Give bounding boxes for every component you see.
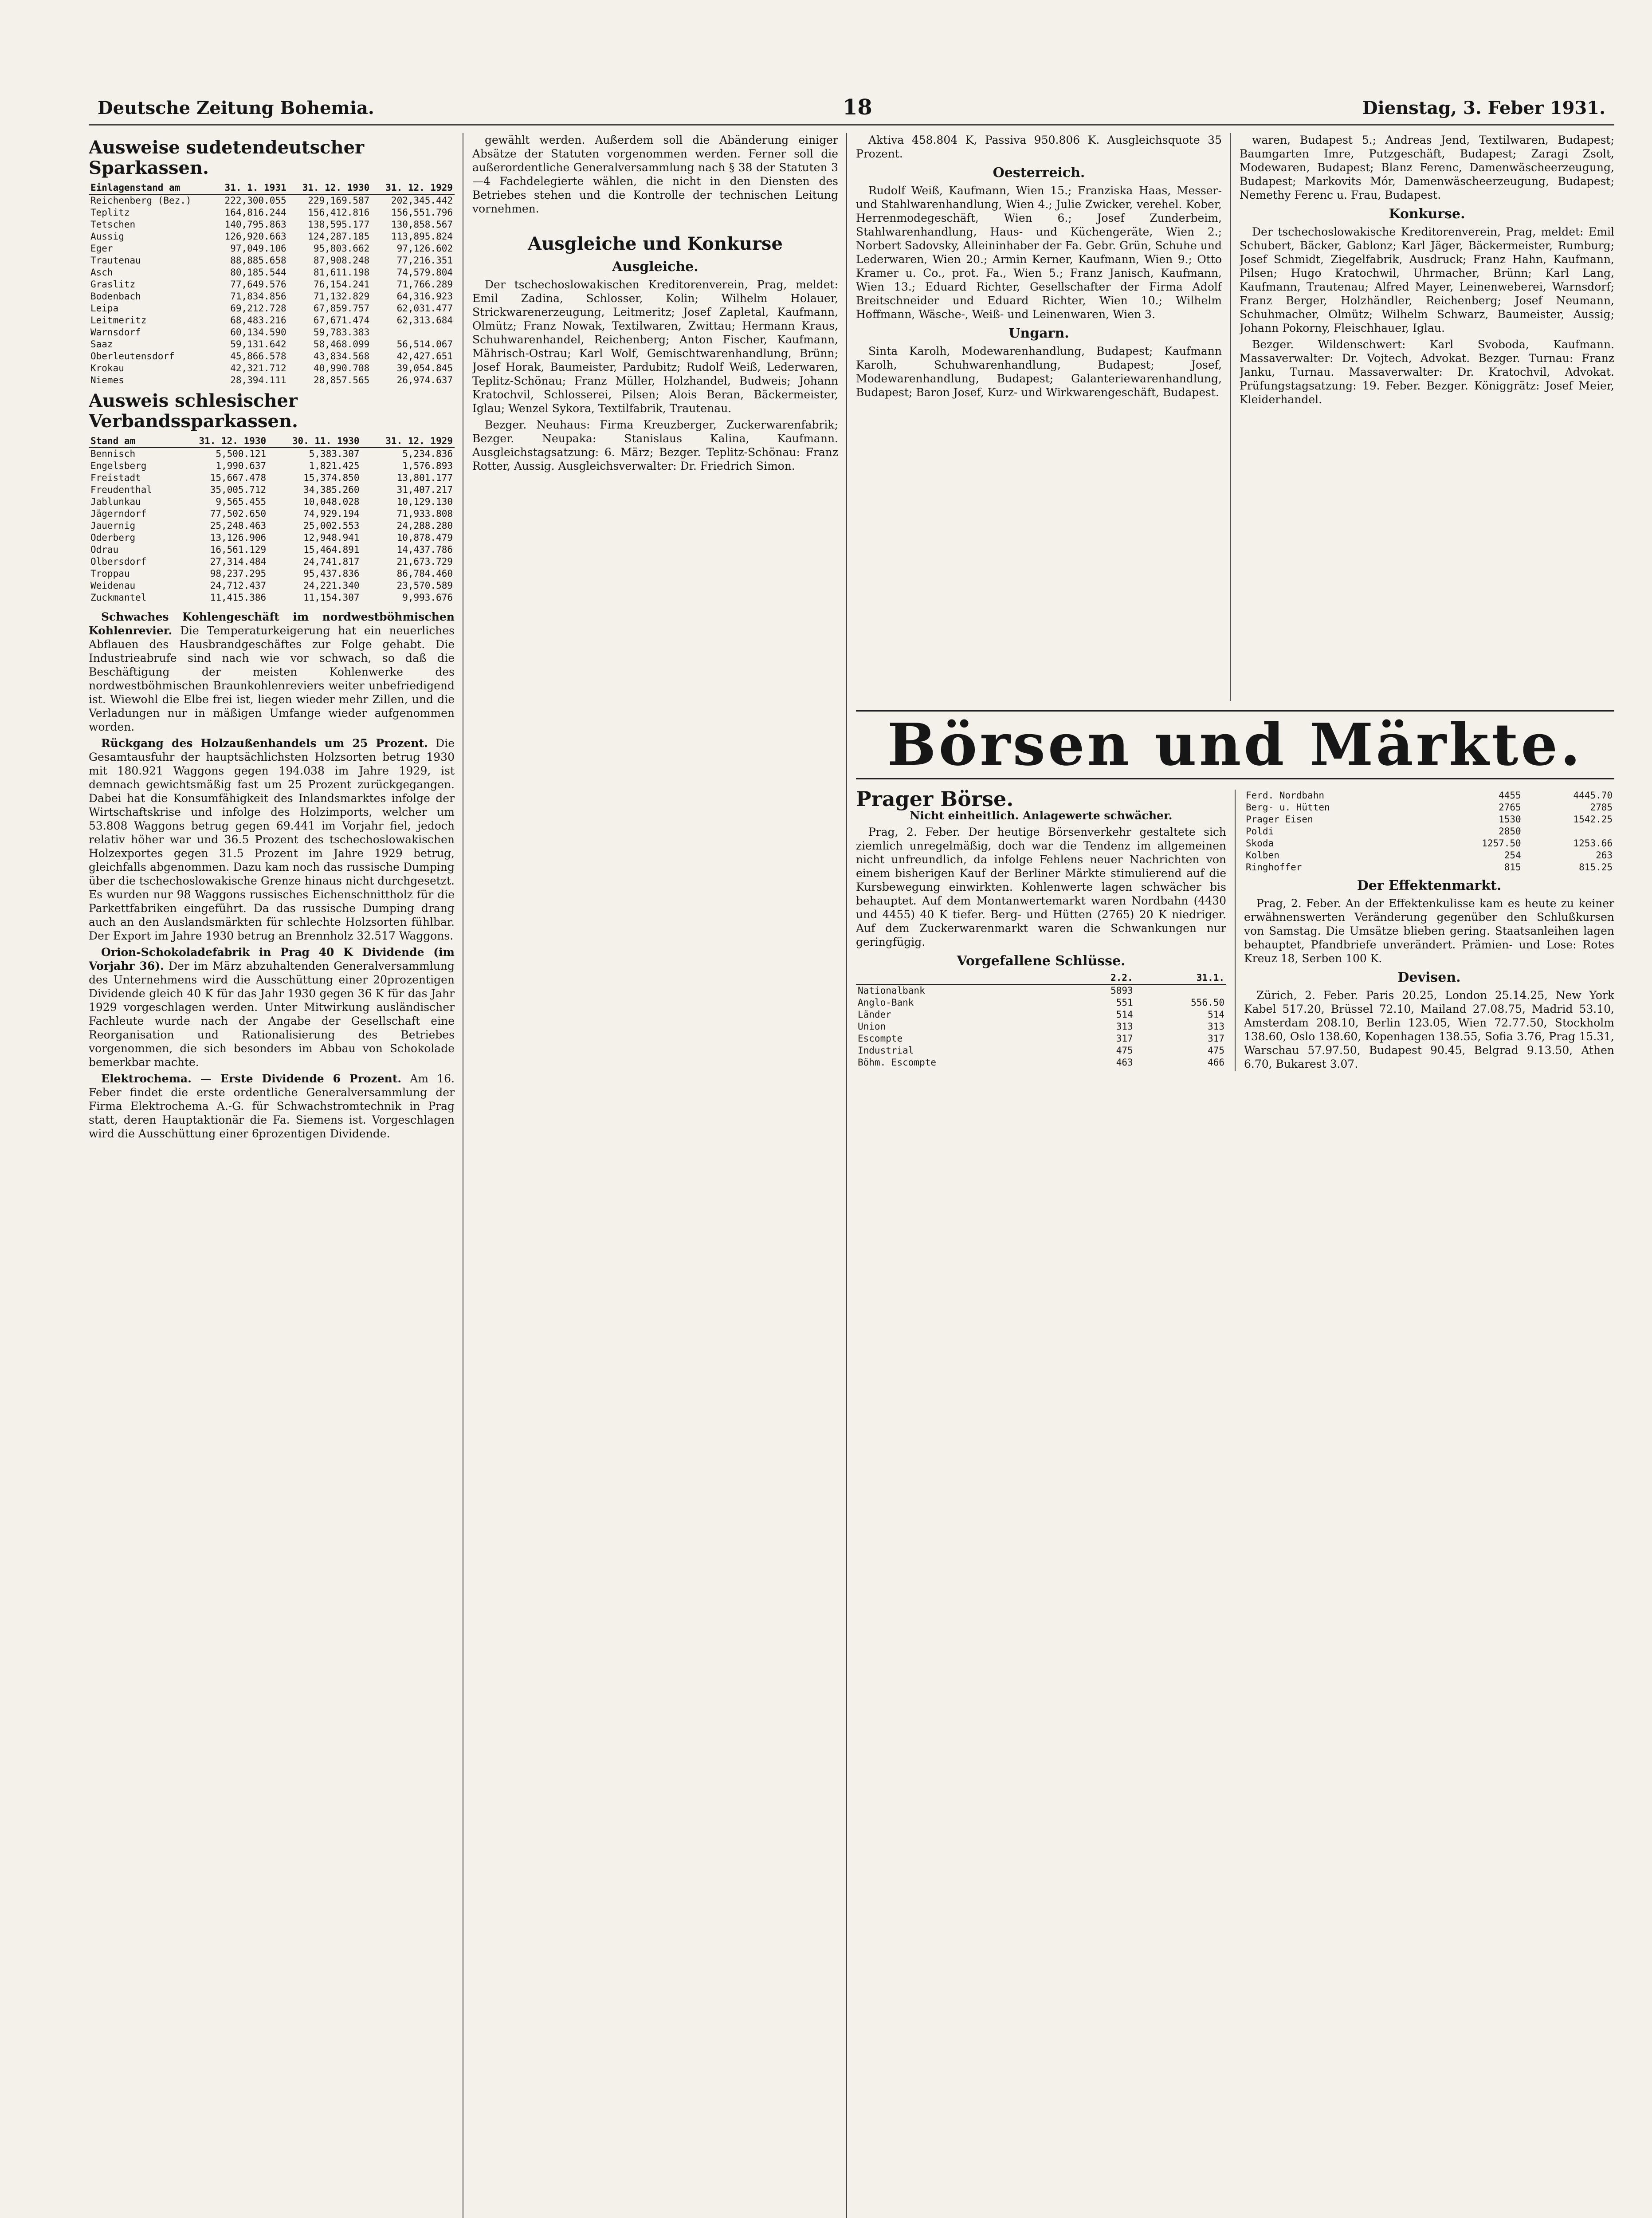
table-row — [856, 1045, 1226, 1057]
table-row — [89, 484, 455, 496]
table-cell: 1,990.637 — [216, 460, 267, 471]
table-row — [856, 1021, 1226, 1033]
table-cell: 81,611.198 — [313, 267, 370, 278]
table-cell: Jablunkau — [90, 496, 141, 507]
table-cell: 71,132.829 — [313, 291, 370, 302]
table-row — [89, 362, 455, 374]
table-cell: 62,313.684 — [396, 315, 453, 326]
table-cell: 1,576.893 — [402, 460, 453, 471]
table-cell: Ringhoffer — [1246, 862, 1302, 873]
table-cell: Escompte — [858, 1033, 903, 1044]
table-cell: 56,514.067 — [396, 339, 453, 350]
table-cell: 1542.25 — [1573, 814, 1613, 825]
table-cell: 10,129.130 — [396, 496, 453, 507]
table-cell: 254 — [1504, 850, 1521, 861]
table-cell: 2785 — [1590, 802, 1613, 813]
ausgleiche-konkurse-title: Ausgleiche und Konkurse — [528, 233, 783, 254]
table-cell: 31,407.217 — [396, 484, 453, 495]
table-cell: 24,288.280 — [396, 520, 453, 531]
table-header-cell: 31. 12. 1929 — [371, 182, 455, 194]
table-cell: Leitmeritz — [90, 315, 147, 326]
table-header-cell: 31. 1. 1931 — [212, 182, 288, 194]
table-cell: 2850 — [1499, 826, 1521, 837]
table-cell: 556.50 — [1191, 997, 1224, 1008]
table-cell: 86,784.460 — [396, 568, 453, 579]
table-cell: 15,667.478 — [210, 472, 267, 483]
table-cell: Freudenthal — [90, 484, 153, 495]
table-row — [89, 350, 455, 362]
table-cell: 466 — [1208, 1057, 1224, 1068]
table-row — [856, 984, 1226, 997]
table-row — [89, 580, 455, 592]
table-row — [89, 496, 455, 508]
article-body: Die Gesamtausfuhr der hauptsächlichsten Holzsorten betrug 1930 mit 180.921 Waggons gegen 194.038 im Jahre 1929, ist demnach gewichtsmäßig fast um 25 Prozent zurückgegangen. Dabei hat die Konsumfähigkeit des Inlandsmarktes infolge der Wirtschaftskrise und infolge des Holzimports, welcher um 53.808 Waggons betrug gegen 69.441 im Vorjahr fiel, jedoch relativ höher war und 36.5 Prozent des tschechoslowakischen Holzexportes gegen 31.5 Prozent im Jahre 1929 betrug, gleichfalls abgenommen. Dazu kam noch das russische Dumping über die tschechoslowakische Grenze hinaus nicht durchgesetzt. Es wurden nur 98 Waggons russisches Eichenschnittholz für die Parkettfabriken eingeführt. Da das russische Dumping drang auch an den Auslandsmärkten für schlechte Holzsorten fühlbar. Der Export im Jahre 1930 betrug an Brennholz 32.517 Waggons. — [89, 737, 455, 942]
table-cell: Berg- u. Hütten — [1246, 802, 1330, 813]
table-row — [89, 520, 455, 532]
table-cell: 10,048.028 — [303, 496, 360, 507]
table-cell: Eger — [90, 243, 113, 254]
table-cell: 5,234.836 — [402, 448, 453, 459]
table-cell: Reichenberg (Bez.) — [90, 195, 192, 206]
table-cell: 27,314.484 — [210, 556, 267, 567]
sudeten-sparkassen-title: Ausweise sudetendeutscher Sparkassen. — [89, 137, 365, 178]
column-2 — [472, 133, 838, 2218]
table-cell: 815.25 — [1579, 862, 1613, 873]
table-cell: 21,673.729 — [396, 556, 453, 567]
table-cell: Engelsberg — [90, 460, 147, 471]
table-header-cell: 2.2. — [1043, 972, 1134, 984]
table-row — [89, 326, 455, 338]
table-row — [89, 207, 455, 219]
table-row — [89, 592, 455, 604]
table-cell: 130,858.567 — [391, 219, 453, 230]
article-body: Zürich, 2. Feber. Paris 20.25, London 25.14.25, New York Kabel 517.20, Brüssel 72.10, Mailand 27.08.75, Madrid 53.10, Amsterdam 208.10, Berlin 123.05, Wien 72.77.50, Stockholm 138.60, Oslo 138.60, Kopenhagen 138.55, Sofia 3.76, Prag 15.31, Warschau 57.97.50, Budapest 90.45, Belgrad 9.13.50, Athen 6.70, Bukarest 3.07. — [1244, 989, 1614, 1070]
table-cell: 5893 — [1110, 985, 1133, 996]
prager-boerse-title: Prager Börse. — [856, 790, 1014, 811]
table-cell: Tetschen — [90, 219, 136, 230]
table-header-row — [89, 182, 455, 194]
table-row — [856, 997, 1226, 1009]
table-cell: Krokau — [90, 363, 124, 374]
table-row — [1244, 790, 1614, 802]
table-row — [89, 374, 455, 386]
table-cell: 229,169.587 — [308, 195, 370, 206]
table-cell: Poldi — [1246, 826, 1274, 837]
table-cell: 126,920.663 — [224, 231, 286, 242]
table-row — [1244, 802, 1614, 814]
table-cell: 43,834.568 — [313, 351, 370, 362]
table-row — [1244, 838, 1614, 849]
table-row — [89, 448, 455, 460]
table-cell: Jägerndorf — [90, 508, 147, 519]
table-cell: Länder — [858, 1009, 891, 1020]
table-cell: Troppau — [90, 568, 130, 579]
table-cell — [371, 326, 455, 338]
sudeten-sparkassen-table — [89, 182, 455, 386]
table-row — [89, 532, 455, 544]
table-cell: 67,859.757 — [313, 303, 370, 314]
table-cell: 77,649.576 — [230, 279, 286, 290]
table-cell: 9,565.455 — [216, 496, 267, 507]
table-cell: 26,974.637 — [396, 375, 453, 385]
table-cell: 88,885.658 — [230, 255, 286, 266]
table-cell: 5,500.121 — [216, 448, 267, 459]
table-cell: 23,570.589 — [396, 580, 453, 591]
table-cell: 28,394.111 — [230, 375, 286, 385]
table-row — [89, 267, 455, 279]
table-cell: Niemes — [90, 375, 124, 385]
table-cell: 475 — [1208, 1045, 1224, 1056]
table-row — [89, 460, 455, 472]
table-cell: 463 — [1116, 1057, 1133, 1068]
table-row — [89, 568, 455, 580]
ausgleiche-subtitle: Ausgleiche. — [612, 259, 698, 275]
schluesse-title: Vorgefallene Schlüsse. — [957, 953, 1126, 969]
table-cell: 164,816.244 — [224, 207, 286, 218]
table-cell: 45,866.578 — [230, 351, 286, 362]
table-header-row — [856, 972, 1226, 984]
table-cell: 140,795.863 — [224, 219, 286, 230]
table-header-cell: 31.1. — [1135, 972, 1226, 984]
table-row — [856, 1057, 1226, 1069]
table-cell: 317 — [1208, 1033, 1224, 1044]
table-cell: 80,185.544 — [230, 267, 286, 278]
table-cell: Graslitz — [90, 279, 136, 290]
table-cell — [1135, 984, 1226, 997]
table-cell: 313 — [1208, 1021, 1224, 1032]
table-cell: 156,551.796 — [391, 207, 453, 218]
table-cell: 9,993.676 — [402, 592, 453, 603]
table-cell: 202,345.442 — [391, 195, 453, 206]
table-cell: 1253.66 — [1573, 838, 1613, 849]
table-cell: 60,134.590 — [230, 327, 286, 338]
konkurse-title: Konkurse. — [1389, 206, 1465, 222]
article-title: Orion-Schokoladefabrik in Prag 40 K Dividende (im Vorjahr 36). — [89, 946, 455, 972]
table-cell: Jauernig — [90, 520, 136, 531]
article-body: Bezger. Wildenschwert: Karl Svoboda, Kaufmann. Massaverwalter: Dr. Vojtech, Advokat. Bezger. Turnau: Franz Janku, Turnau. Massaverwalter: Dr. Kratochvil, Advokat. Prüfungstagsatzung: 19. Feber. Bezger. Königgrätz: Josef Meier, Kleiderhandel. — [1240, 338, 1614, 406]
ungarn-title: Ungarn. — [1008, 326, 1069, 341]
table-cell: 313 — [1116, 1021, 1133, 1032]
table-row — [89, 315, 455, 326]
table-cell: 156,412.816 — [308, 207, 370, 218]
table-cell: 87,908.248 — [313, 255, 370, 266]
article-body: Der tschechoslowakische Kreditorenverein, Prag, meldet: Emil Schubert, Bäcker, Gablonz; Karl Jäger, Bäckermeister, Rumburg; Josef Schmidt, Ziegelfabrik, Ausdruck; Franz Hahn, Kaufmann, Pilsen; Hugo Kratochwil, Uhrmacher, Brünn; Karl Lang, Kaufmann, Trautenau; Alfred Mayer, Leinenweberei, Warnsdorf; Franz Berger, Holzhändler, Reichenberg; Josef Neumann, Schuhmacher, Olmütz; Wilhelm Schwarz, Baumeister, Aussig; Johann Pokorny, Fleischhauer, Iglau. — [1240, 225, 1614, 334]
table-cell: 68,483.216 — [230, 315, 286, 326]
table-cell: 74,929.194 — [303, 508, 360, 519]
table-cell: 39,054.845 — [396, 363, 453, 374]
issue-date: Dienstag, 3. Feber 1931. — [1362, 98, 1605, 118]
table-cell: 67,671.474 — [313, 315, 370, 326]
table-row — [89, 472, 455, 484]
table-cell: 64,316.923 — [396, 291, 453, 302]
table-cell: 76,154.241 — [313, 279, 370, 290]
table-cell: 42,321.712 — [230, 363, 286, 374]
table-row — [856, 1033, 1226, 1045]
boersen-section — [856, 790, 1614, 2218]
article-body: gewählt werden. Außerdem soll die Abänderung einiger Absätze der Statuten vorgenommen werden. Ferner soll die außerordentliche Generalversammlung nach § 38 der Statuten 3—4 Fachdelegierte wählen, die nicht in den Diensten des Betriebes stehen und die Kontrolle der technischen Leitung vornehmen. — [472, 134, 838, 215]
table-cell: Teplitz — [90, 207, 130, 218]
table-cell: 24,741.817 — [303, 556, 360, 567]
table-cell: Nationalbank — [858, 985, 925, 996]
article-title: Schwaches Kohlengeschäft im nordwestböhmischen Kohlenrevier. — [89, 610, 455, 637]
table-cell: 1530 — [1499, 814, 1521, 825]
table-cell: 263 — [1596, 850, 1613, 861]
table-cell: Warnsdorf — [90, 327, 141, 338]
effektenmarkt-title: Der Effektenmarkt. — [1357, 878, 1502, 893]
table-row — [1244, 826, 1614, 838]
table-cell: 124,287.185 — [308, 231, 370, 242]
table-cell: 113,895.824 — [391, 231, 453, 242]
table-cell: 24,221.340 — [303, 580, 360, 591]
devisen-title: Devisen. — [1397, 970, 1461, 985]
table-cell: Trautenau — [90, 255, 141, 266]
table-row — [89, 231, 455, 243]
table-cell: Bennisch — [90, 448, 136, 459]
table-cell: 95,803.662 — [313, 243, 370, 254]
table-row — [89, 544, 455, 556]
table-header-row — [89, 435, 455, 448]
table-cell: Böhm. Escompte — [858, 1057, 937, 1068]
table-row — [1244, 814, 1614, 826]
table-cell: Olbersdorf — [90, 556, 147, 567]
table-cell: 551 — [1116, 997, 1133, 1008]
newspaper-name: Deutsche Zeitung Bohemia. — [98, 98, 374, 118]
table-cell: 16,561.129 — [210, 544, 267, 555]
prager-boerse-subtitle: Nicht einheitlich. Anlagewerte schwächer. — [910, 809, 1173, 822]
table-cell: Union — [858, 1021, 886, 1032]
table-cell: 11,415.386 — [210, 592, 267, 603]
table-cell: Prager Eisen — [1246, 814, 1313, 825]
table-cell: 1,821.425 — [309, 460, 360, 471]
table-cell: 13,801.177 — [396, 472, 453, 483]
table-header-cell: 31. 12. 1930 — [288, 182, 372, 194]
table-row — [89, 279, 455, 291]
page-header — [89, 93, 1614, 126]
table-cell: 15,464.891 — [303, 544, 360, 555]
table-cell: Freistadt — [90, 472, 141, 483]
table-cell: 97,126.602 — [396, 243, 453, 254]
table-cell: 4455 — [1499, 790, 1521, 801]
article-body: Am 16. Feber findet die erste ordentliche Generalversammlung der Firma Elektrochema A.-G. für Schwachstromtechnik in Prag statt, deren Hauptaktionär die Fa. Siemens ist. Vorgeschlagen wird die Ausschüttung einer 6prozentigen Dividende. — [89, 1072, 455, 1140]
table-header-cell: 30. 11. 1930 — [268, 435, 361, 448]
article-title: Rückgang des Holzaußenhandels um 25 Prozent. — [101, 737, 428, 750]
table-cell: Leipa — [90, 303, 119, 314]
table-cell: 317 — [1116, 1033, 1133, 1044]
table-cell: 14,437.786 — [396, 544, 453, 555]
table-cell: 71,766.289 — [396, 279, 453, 290]
article-body: Bezger. Neuhaus: Firma Kreuzberger, Zuckerwarenfabrik; Bezger. Neupaka: Stanislaus Kalina, Kaufmann. Ausgleichstagsatzung: 6. März; Bezger. Teplitz-Schönau: Franz Rotter, Aussig. Ausgleichsverwalter: Dr. Friedrich Simon. — [472, 418, 838, 472]
article-body: Der im März abzuhaltenden Generalversammlung des Unternehmens wird die Ausschüttung einer 20prozentigen Dividende gleich 40 K für das Jahr 1930 gegen 36 K für das Jahr 1929 vorgeschlagen werden. Unter Mitwirkung ausländischer Fachleute wurde nach der Angabe der Gesellschaft eine Reorganisation und Rationalisierung des Betriebes vorgenommen, die sich besonders im Abbau von Schokolade bemerkbar machte. — [89, 960, 455, 1069]
table-cell: Kolben — [1246, 850, 1279, 861]
table-cell: 5,383.307 — [309, 448, 360, 459]
table-row — [89, 194, 455, 207]
table-cell: 74,579.804 — [396, 267, 453, 278]
table-row — [89, 556, 455, 568]
table-cell: 13,126.906 — [210, 532, 267, 543]
table-header-cell: Einlagenstand am — [89, 182, 212, 194]
table-cell: Anglo-Bank — [858, 997, 914, 1008]
table-cell: Aussig — [90, 231, 124, 242]
table-cell: Oderberg — [90, 532, 136, 543]
table-cell: 35,005.712 — [210, 484, 267, 495]
table-cell: 222,300.055 — [224, 195, 286, 206]
article-body: Prag, 2. Feber. An der Effektenkulisse kam es heute zu keiner erwähnenswerten Veränderung gegenüber den Schlußkursen von Samstag. Die Umsätze blieben gering. Staatsanleihen lagen behauptet, Pfandbriefe unverändert. Prämien- und Lose: Rotes Kreuz 18, Serben 100 K. — [1244, 897, 1614, 965]
table-row — [856, 1009, 1226, 1021]
article-body: Der tschechoslowakischen Kreditorenverein, Prag, meldet: Emil Zadina, Schlosser, Kolin; Wilhelm Holauer, Strickwarenerzeugung, Leitmeritz; Josef Zapletal, Kaufmann, Olmütz; Franz Nowak, Textilwaren, Zwittau; Hermann Kraus, Schuhwarenhandel, Reichenberg; Anton Fischer, Kaufmann, Mährisch-Ostrau; Karl Wolf, Gemischtwarenhandlung, Brünn; Josef Horak, Baumeister, Pardubitz; Rudolf Weiß, Lederwaren, Teplitz-Schönau; Franz Müller, Holzhandel, Budweis; Johann Kratochvil, Schlosserei, Pilsen; Alois Beran, Bäckermeister, Iglau; Wenzel Sykora, Textilfabrik, Trautenau. — [472, 278, 838, 415]
table-cell: 77,216.351 — [396, 255, 453, 266]
article-body: Rudolf Weiß, Kaufmann, Wien 15.; Franziska Haas, Messer- und Stahlwarenhandlung, Wien 4.; Julie Zwicker, verehel. Kober, Herrenmodegeschäft, Wien 6.; Josef Zunderbeim, Stahlwarenhandlung, Haus- und Küchengeräte, Wien 2.; Norbert Sadovsky, Alleininhaber der Fa. Gebr. Grün, Schuhe und Lederwaren, Wien 20.; Armin Kerner, Kaufmann, Wien 9.; Otto Kramer u. Co., prot. Fa., Wien 5.; Franz Janisch, Kaufmann, Wien 13.; Eduard Richter, Gesellschafter der Firma Adolf Breitschneider und Eduard Richter, Wien 10.; Wilhelm Hoffmann, Wäsche-, Weiß- und Leinenwaren, Wien 3. — [856, 184, 1222, 321]
table-cell: Ferd. Nordbahn — [1246, 790, 1325, 801]
table-cell: Industrial — [858, 1045, 914, 1056]
article-body: Aktiva 458.804 K, Passiva 950.806 K. Ausgleichsquote 35 Prozent. — [856, 134, 1222, 160]
table-header-cell: Stand am — [89, 435, 175, 448]
table-cell: 34,385.260 — [303, 484, 360, 495]
table-cell: 58,468.099 — [313, 339, 370, 350]
table-cell: 4445.70 — [1573, 790, 1613, 801]
boersen-title: Börsen und Märkte. — [856, 710, 1614, 779]
table-row — [89, 338, 455, 350]
newspaper-page — [89, 93, 1614, 2218]
table-header-cell — [856, 972, 1043, 984]
table-cell: 11,154.307 — [303, 592, 360, 603]
table-cell: 514 — [1208, 1009, 1224, 1020]
table-cell: 97,049.106 — [230, 243, 286, 254]
table-cell: Weidenau — [90, 580, 136, 591]
table-cell: 71,834.856 — [230, 291, 286, 302]
table-header-cell: 31. 12. 1929 — [361, 435, 455, 448]
table-cell: 815 — [1504, 862, 1521, 873]
table-cell — [1523, 826, 1614, 838]
table-cell: 2765 — [1499, 802, 1521, 813]
schlesische-sparkassen-table — [89, 435, 455, 604]
table-cell: 25,248.463 — [210, 520, 267, 531]
article-title: Elektrochema. — Erste Dividende 6 Prozent. — [101, 1072, 402, 1085]
table-cell: 10,878.479 — [396, 532, 453, 543]
schlesische-sparkassen-title: Ausweis schlesischer Verbandssparkassen. — [89, 390, 298, 432]
table-cell: 95,437.836 — [303, 568, 360, 579]
table-cell: 12,948.941 — [303, 532, 360, 543]
table-cell: Skoda — [1246, 838, 1274, 849]
table-cell: 98,237.295 — [210, 568, 267, 579]
table-cell: 15,374.850 — [303, 472, 360, 483]
column-rule — [846, 133, 847, 2218]
table-cell: 138,595.177 — [308, 219, 370, 230]
table-row — [89, 303, 455, 315]
article-body: Prag, 2. Feber. Der heutige Börsenverkehr gestaltete sich ziemlich unregelmäßig, doch war die Tendenz im allgemeinen nicht unfreundlich, da infolge Fehlens neuer Nachrichten von einem bisherigen Kauf der Berliner Märkte stimulierend auf die Kursbewegung einwirkten. Kohlenwerte lagen schwächer bis behauptet. Auf dem Montanwertemarkt waren Nordbahn (4430 und 4455) 40 K tiefer. Berg- und Hütten (2765) 20 K niedriger. Auf dem Zuckerwarenmarkt waren die Schwankungen nur geringfügig. — [856, 826, 1226, 948]
table-cell: Bodenbach — [90, 291, 141, 302]
column-rule — [1230, 133, 1231, 701]
article-body: Sinta Karolh, Modewarenhandlung, Budapest; Kaufmann Karolh, Schuhwarenhandlung, Budapest; Josef, Modewarenhandlung, Budapest; Galanteriewarenhandlung, Budapest; Baron Josef, Kurz- und Wirkwarengeschäft, Budapest. — [856, 345, 1222, 399]
table-cell: 28,857.565 — [313, 375, 370, 385]
table-cell: 69,212.728 — [230, 303, 286, 314]
table-cell: 40,990.708 — [313, 363, 370, 374]
column-4 — [1240, 133, 1614, 701]
table-cell: 475 — [1116, 1045, 1133, 1056]
table-cell: Oberleutensdorf — [90, 351, 175, 362]
table-row — [89, 508, 455, 520]
table-header-cell: 31. 12. 1930 — [175, 435, 268, 448]
table-cell: 77,502.650 — [210, 508, 267, 519]
table-cell: Asch — [90, 267, 113, 278]
table-cell: 514 — [1116, 1009, 1133, 1020]
column-3 — [856, 133, 1222, 701]
table-row — [89, 243, 455, 255]
table-cell: Saaz — [90, 339, 113, 350]
table-cell: 71,933.808 — [396, 508, 453, 519]
oesterreich-title: Oesterreich. — [993, 165, 1085, 181]
column-1 — [89, 133, 455, 2218]
table-cell: 42,427.651 — [396, 351, 453, 362]
table-cell: 62,031.477 — [396, 303, 453, 314]
page-number: 18 — [843, 95, 872, 120]
table-cell: 59,131.642 — [230, 339, 286, 350]
table-row — [1244, 861, 1614, 873]
table-row — [1244, 849, 1614, 861]
table-cell: 1257.50 — [1482, 838, 1521, 849]
table-cell: 25,002.553 — [303, 520, 360, 531]
article-body: Die Temperaturkeigerung hat ein neuerliches Abflauen des Hausbrandgeschäftes zur Folge gehabt. Die Industrieabrufe sind nach wie vor schwach, so daß die Beschäftigung der meisten Kohlenwerke des nordwestböhmischen Braunkohlenreviers weiter unbefriedigend ist. Wiewohl die Elbe frei ist, liegen wieder mehr Zillen, und die Verladungen nur in mäßigen Umfange wieder aufgenommen worden. — [89, 624, 455, 733]
table-cell: Zuckmantel — [90, 592, 147, 603]
table-row — [89, 255, 455, 267]
table-row — [89, 219, 455, 231]
article-body: waren, Budapest 5.; Andreas Jend, Textilwaren, Budapest; Baumgarten Imre, Putzgeschäft, Budapest; Zaragi Zsolt, Modewaren, Budapest; Blanz Ferenc, Damenwäscheerzeugung, Budapest; Markovits Mór, Damenwäscheerzeugung, Budapest; Nemethy Ferenc u. Frau, Budapest. — [1240, 134, 1614, 201]
table-cell: Odrau — [90, 544, 119, 555]
table-cell: 59,783.383 — [313, 327, 370, 338]
table-row — [89, 291, 455, 303]
table-cell: 24,712.437 — [210, 580, 267, 591]
